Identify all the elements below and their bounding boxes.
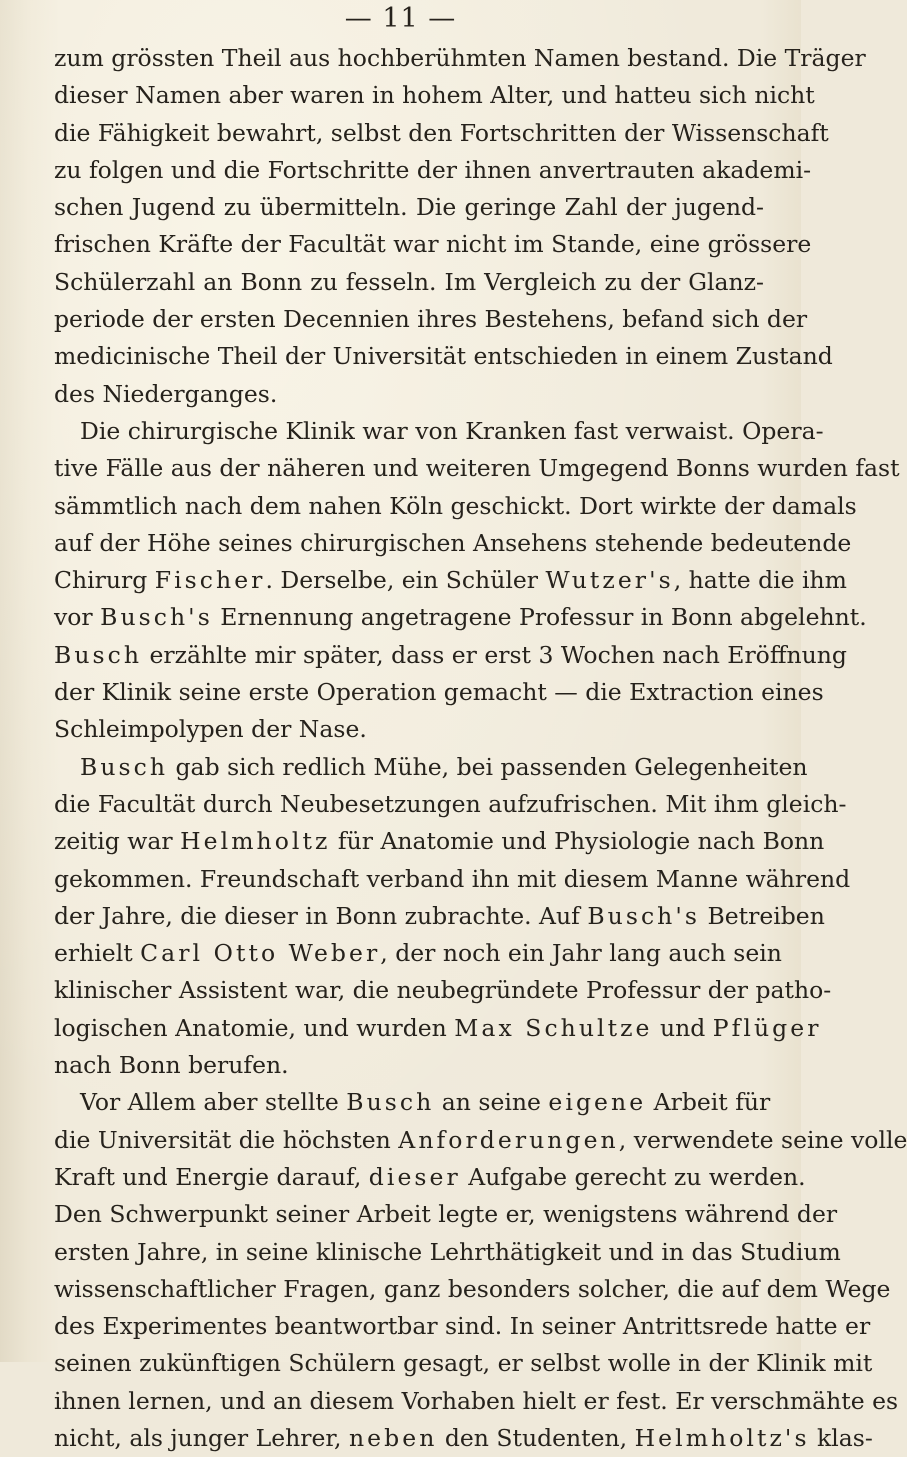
text-line: seinen zukünftigen Schülern gesagt, er selbst wolle in der Klinik mit bbox=[54, 1349, 873, 1378]
text-line: Busch gab sich redlich Mühe, bei passenden Gelegenheiten bbox=[80, 752, 808, 781]
text-line: die Universität die höchsten Anforderungen, verwendete seine volle bbox=[54, 1125, 907, 1154]
text-line: medicinische Theil der Universität entschieden in einem Zustand bbox=[54, 342, 833, 371]
text-line: Chirurg Fischer. Derselbe, ein Schüler Wutzer's, hatte die ihm bbox=[54, 566, 847, 595]
text-line: wissenschaftlicher Fragen, ganz besonders solcher, die auf dem Wege bbox=[54, 1274, 891, 1303]
text-line: klinischer Assistent war, die neubegründete Professur der patho- bbox=[54, 976, 832, 1005]
text-line: periode der ersten Decennien ihres Bestehens, befand sich der bbox=[54, 305, 808, 334]
text-line: erhielt Carl Otto Weber, der noch ein Jahr lang auch sein bbox=[54, 939, 782, 968]
text-line: der Klinik seine erste Operation gemacht — die Extraction eines bbox=[54, 678, 824, 707]
text-line: Busch erzählte mir später, dass er erst 3 Wochen nach Eröffnung bbox=[54, 640, 847, 669]
text-line: die Facultät durch Neubesetzungen aufzufrischen. Mit ihm gleich- bbox=[54, 789, 847, 818]
text-line: tive Fälle aus der näheren und weiteren Umgegend Bonns wurden fast bbox=[54, 454, 900, 483]
text-line: schen Jugend zu übermitteln. Die geringe Zahl der jugend- bbox=[54, 193, 764, 222]
text-line: der Jahre, die dieser in Bonn zubrachte. Auf Busch's Betreiben bbox=[54, 901, 825, 930]
text-line: dieser Namen aber waren in hohem Alter, und hatteu sich nicht bbox=[54, 81, 815, 110]
text-line: ihnen lernen, und an diesem Vorhaben hielt er fest. Er verschmähte es bbox=[54, 1386, 899, 1415]
text-line: Die chirurgische Klinik war von Kranken fast verwaist. Opera- bbox=[80, 416, 824, 445]
text-line: des Experimentes beantwortbar sind. In seiner Antrittsrede hatte er bbox=[54, 1312, 871, 1341]
text-line: die Fähigkeit bewahrt, selbst den Fortschritten der Wissenschaft bbox=[54, 118, 829, 147]
text-line: Schülerzahl an Bonn zu fesseln. Im Vergleich zu der Glanz- bbox=[54, 267, 764, 296]
text-line: nach Bonn berufen. bbox=[54, 1051, 289, 1080]
text-line: frischen Kräfte der Facultät war nicht im Stande, eine grössere bbox=[54, 230, 812, 259]
text-line: nicht, als junger Lehrer, neben den Studenten, Helmholtz's klas- bbox=[54, 1423, 873, 1452]
text-line: Den Schwerpunkt seiner Arbeit legte er, wenigstens während der bbox=[54, 1200, 838, 1229]
text-line: des Niederganges. bbox=[54, 379, 278, 408]
text-line: ersten Jahre, in seine klinische Lehrthätigkeit und in das Studium bbox=[54, 1237, 841, 1266]
body-text bbox=[54, 40, 907, 1457]
text-line: zum grössten Theil aus hochberühmten Namen bestand. Die Träger bbox=[54, 44, 866, 72]
text-line: auf der Höhe seines chirurgischen Ansehens stehende bedeutende bbox=[54, 528, 852, 557]
text-line: gekommen. Freundschaft verband ihn mit diesem Manne während bbox=[54, 864, 851, 893]
text-line: sämmtlich nach dem nahen Köln geschickt. Dort wirkte der damals bbox=[54, 491, 857, 520]
text-line: Schleimpolypen der Nase. bbox=[54, 715, 367, 744]
text-line: zeitig war Helmholtz für Anatomie und Physiologie nach Bonn bbox=[54, 827, 825, 856]
text-line: Vor Allem aber stellte Busch an seine eigene Arbeit für bbox=[80, 1088, 771, 1117]
text-line: vor Busch's Ernennung angetragene Professur in Bonn abgelehnt. bbox=[54, 603, 867, 632]
text-line: zu folgen und die Fortschritte der ihnen anvertrauten akademi- bbox=[54, 155, 812, 184]
page-number: — 11 — bbox=[344, 3, 457, 34]
text-line: Kraft und Energie darauf, dieser Aufgabe gerecht zu werden. bbox=[54, 1162, 806, 1191]
text-line: logischen Anatomie, und wurden Max Schultze und Pflüger bbox=[54, 1013, 822, 1042]
